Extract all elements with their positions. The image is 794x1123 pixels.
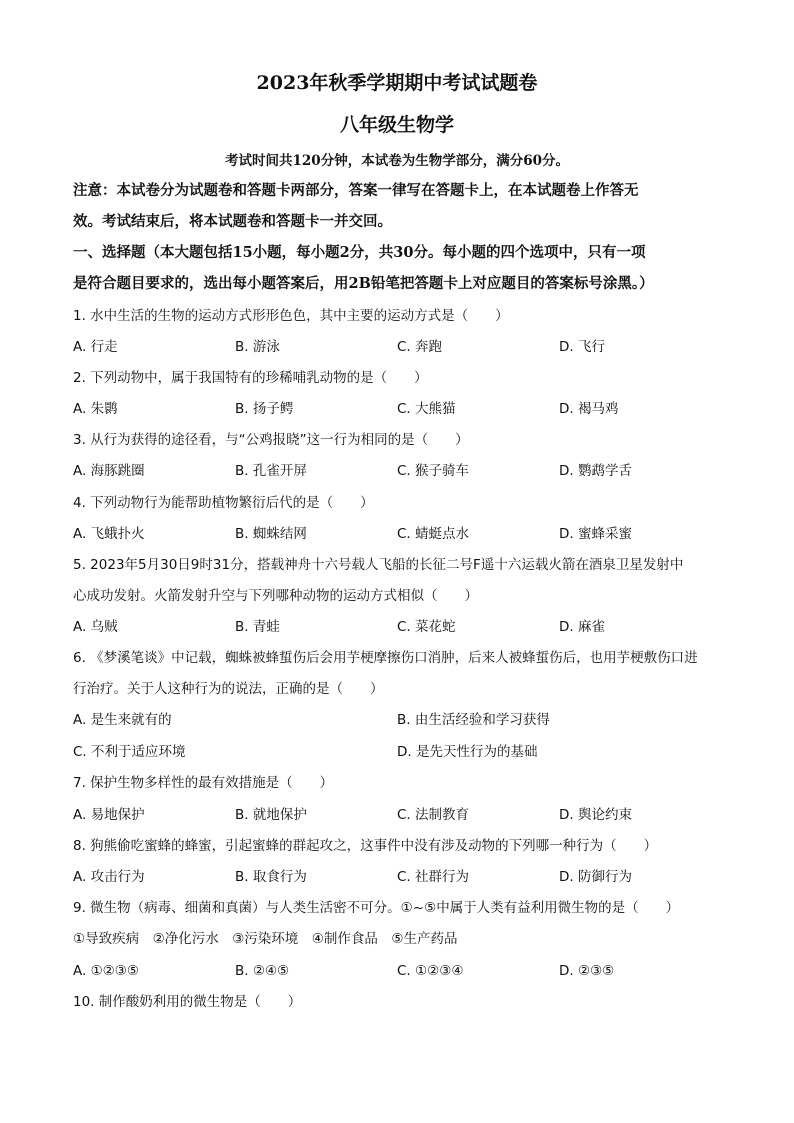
question-stem: 8. 狗熊偷吃蜜蜂的蜂蜜，引起蜜蜂的群起攻之，这事件中没有涉及动物的下列哪一种行为（ ） (73, 838, 658, 854)
option-c: C. 蜻蜓点水 (397, 526, 470, 542)
option-a: A. ①②③⑤ (73, 963, 139, 979)
option-c: C. 社群行为 (397, 869, 470, 885)
question-stem: 3. 从行为获得的途径看，与“公鸡报晓”这一行为相同的是（ ） (73, 432, 469, 448)
option-a: A. 攻击行为 (73, 869, 145, 885)
section-heading-line-1: 一、选择题（本大题包括15小题，每小题2分，共30分。每小题的四个选项中，只有一项 (73, 244, 646, 261)
option-c: C. 大熊猫 (397, 401, 456, 417)
option-c: C. 菜花蛇 (397, 619, 456, 635)
option-d: D. 是先天性行为的基础 (397, 744, 538, 760)
option-d: D. 鹦鹉学舌 (559, 463, 632, 479)
option-c: C. 法制教育 (397, 807, 470, 823)
option-a: A. 行走 (73, 339, 118, 355)
question-stem: 4. 下列动物行为能帮助植物繁衍后代的是（ ） (73, 495, 374, 511)
option-b: B. 就地保护 (235, 807, 307, 823)
question-stem: 2. 下列动物中，属于我国特有的珍稀哺乳动物的是（ ） (73, 370, 428, 386)
option-b: B. 扬子鳄 (235, 401, 294, 417)
option-a: A. 易地保护 (73, 807, 145, 823)
option-a: A. 海豚跳圈 (73, 463, 145, 479)
notice-line-1: 注意：本试卷分为试题卷和答题卡两部分，答案一律写在答题卡上，在本试题卷上作答无 (73, 182, 639, 199)
question-stem-continued: 心成功发射。火箭发射升空与下列哪种动物的运动方式相似（ ） (73, 588, 478, 604)
section-heading-line-2: 是符合题目要求的，选出每小题答案后，用2B铅笔把答题卡上对应题目的答案标号涂黑。） (73, 275, 654, 292)
question-stem: 7. 保护生物多样性的最有效措施是（ ） (73, 775, 334, 791)
option-c: C. 猴子骑车 (397, 463, 470, 479)
option-a: A. 飞蛾扑火 (73, 526, 145, 542)
option-c: C. 不利于适应环境 (73, 744, 186, 760)
question-stem-items: ①导致疾病 ②净化污水 ③污染环境 ④制作食品 ⑤生产药品 (73, 931, 458, 947)
page-title: 2023年秋季学期期中考试试题卷 (256, 72, 538, 94)
option-b: B. 游泳 (235, 339, 280, 355)
option-c: C. 奔跑 (397, 339, 443, 355)
option-d: D. 褐马鸡 (559, 401, 619, 417)
option-b: B. 取食行为 (235, 869, 307, 885)
option-b: B. ②④⑤ (235, 963, 290, 979)
option-d: D. 麻雀 (559, 619, 605, 635)
option-a: A. 是生来就有的 (73, 712, 172, 728)
option-d: D. 舆论约束 (559, 807, 632, 823)
question-stem-continued: 行治疗。关于人这种行为的说法，正确的是（ ） (73, 681, 384, 697)
option-b: B. 孔雀开屏 (235, 463, 307, 479)
option-d: D. 防御行为 (559, 869, 632, 885)
option-a: A. 朱鹮 (73, 401, 118, 417)
option-b: B. 由生活经验和学习获得 (397, 712, 550, 728)
page-subtitle: 八年级生物学 (339, 114, 454, 136)
option-a: A. 乌贼 (73, 619, 118, 635)
option-d: D. 蜜蜂采蜜 (559, 526, 632, 542)
option-d: D. ②③⑤ (559, 963, 615, 979)
question-stem: 6. 《梦溪笔谈》中记载，蜘蛛被蜂蜇伤后会用芋梗摩擦伤口消肿，后来人被蜂蜇伤后，也用芋梗敷伤口进 (73, 650, 698, 666)
option-c: C. ①②③④ (397, 963, 464, 979)
question-stem: 10. 制作酸奶利用的微生物是（ ） (73, 994, 302, 1010)
option-d: D. 飞行 (559, 339, 605, 355)
option-b: B. 蜘蛛结网 (235, 526, 307, 542)
question-stem: 5. 2023年5月30日9时31分，搭载神舟十六号载人飞船的长征二号F遥十六运载火箭在酒泉卫星发射中 (73, 557, 684, 573)
option-b: B. 青蛙 (235, 619, 280, 635)
exam-info: 考试时间共120分钟，本试卷为生物学部分，满分60分。 (225, 153, 569, 169)
notice-line-2: 效。考试结束后，将本试题卷和答题卡一并交回。 (73, 213, 392, 230)
question-stem: 9. 微生物（病毒、细菌和真菌）与人类生活密不可分。①~⑤中属于人类有益利用微生物的是（ ） (73, 900, 680, 916)
question-stem: 1. 水中生活的生物的运动方式形形色色，其中主要的运动方式是（ ） (73, 308, 509, 324)
